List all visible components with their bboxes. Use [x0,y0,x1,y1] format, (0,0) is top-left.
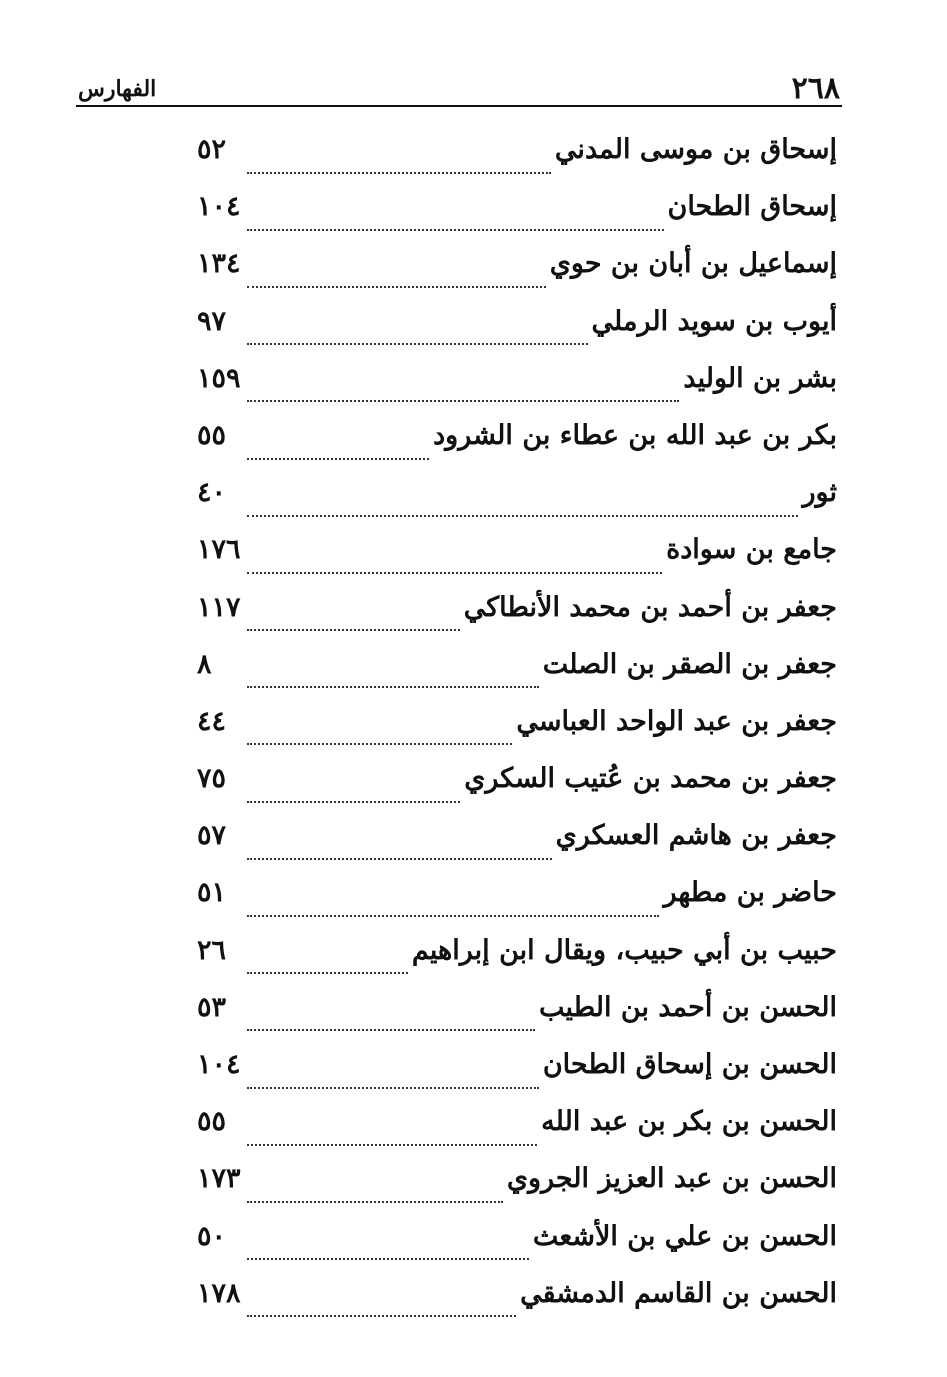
index-entry [197,191,837,248]
page-header [78,58,840,104]
index-list [197,134,837,1335]
index-entry [197,992,837,1049]
dot-leader [247,629,460,631]
entry-page-number: ٤٠ [197,477,227,509]
entry-name: جعفر بن عبد الواحد العباسي [516,705,837,737]
entry-page-number: ١٧٨ [197,1277,241,1309]
entry-name: الحسن بن علي بن الأشعث [532,1220,837,1252]
index-entry [197,363,837,420]
entry-name: جامع بن سوادة [666,534,837,566]
index-entry [197,306,837,363]
dot-leader [247,1315,516,1317]
index-entry [197,592,837,649]
index-entry [197,706,837,763]
index-entry [197,534,837,591]
dot-leader [247,572,662,574]
dot-leader [247,858,552,860]
dot-leader [247,400,679,402]
index-entry [197,477,837,534]
entry-name: جعفر بن محمد بن عُتيب السكري [464,763,837,795]
entry-name: جعفر بن الصقر بن الصلت [542,648,837,680]
index-entry [197,877,837,934]
index-entry [197,1163,837,1220]
entry-name: الحسن بن أحمد بن الطيب [538,991,837,1023]
dot-leader [247,515,798,517]
entry-page-number: ٥٣ [197,991,227,1023]
entry-page-number: ١٠٤ [197,191,241,223]
index-entry [197,1049,837,1106]
entry-page-number: ٢٦ [197,934,227,966]
entry-page-number: ١٥٩ [197,362,241,394]
entry-page-number: ٩٧ [197,305,227,337]
index-entry [197,1278,837,1335]
entry-page-number: ٤٤ [197,705,227,737]
index-entry [197,420,837,477]
entry-page-number: ٥٧ [197,820,227,852]
dot-leader [247,343,588,345]
index-entry [197,1221,837,1278]
index-entry [197,763,837,820]
index-entry [197,1106,837,1163]
entry-page-number: ١٧٣ [197,1163,241,1195]
index-entry [197,820,837,877]
entry-name: بكر بن عبد الله بن عطاء بن الشرود [433,419,837,451]
entry-page-number: ١١٧ [197,591,241,623]
dot-leader [247,1029,535,1031]
entry-name: أيوب بن سويد الرملي [591,305,837,337]
entry-name: ثور [802,477,837,509]
entry-page-number: ١٠٤ [197,1049,241,1080]
entry-page-number: ١٣٤ [197,248,241,280]
entry-name: الحسن بن عبد العزيز الجروي [506,1163,837,1195]
entry-name: الحسن بن إسحاق الطحان [542,1049,837,1080]
section-title: الفهارس [78,76,157,102]
index-entry [197,248,837,305]
header-divider [76,105,842,107]
dot-leader [247,229,664,231]
dot-leader [247,1258,529,1260]
dot-leader [247,801,460,803]
entry-page-number: ٥٥ [197,419,227,451]
page-number: ٢٦٨ [791,71,840,106]
dot-leader [247,458,429,460]
entry-name: إسحاق الطحان [667,191,837,223]
entry-page-number: ٥٠ [197,1220,227,1252]
index-entry [197,649,837,706]
entry-page-number: ٧٥ [197,763,227,795]
dot-leader [247,743,512,745]
dot-leader [247,1201,503,1203]
entry-name: إسماعيل بن أبان بن حوي [549,248,837,280]
dot-leader [247,686,539,688]
dot-leader [247,915,659,917]
entry-name: بشر بن الوليد [683,362,837,394]
entry-page-number: ١٧٦ [197,534,241,566]
dot-leader [247,172,551,174]
entry-name: حبيب بن أبي حبيب، ويقال ابن إبراهيم [411,934,837,966]
dot-leader [247,286,546,288]
entry-name: إسحاق بن موسى المدني [554,134,837,165]
dot-leader [247,1087,539,1089]
entry-name: جعفر بن أحمد بن محمد الأنطاكي [463,591,837,623]
entry-name: الحسن بن القاسم الدمشقي [520,1277,837,1309]
entry-name: الحسن بن بكر بن عبد الله [541,1106,837,1138]
entry-page-number: ٥١ [197,877,227,909]
index-entry [197,935,837,992]
dot-leader [247,972,408,974]
dot-leader [247,1144,537,1146]
entry-page-number: ٨ [197,648,212,680]
entry-name: جعفر بن هاشم العسكري [555,820,837,852]
entry-page-number: ٥٢ [197,134,227,165]
index-entry [197,134,837,191]
entry-page-number: ٥٥ [197,1106,227,1138]
entry-name: حاضر بن مطهر [663,877,837,909]
